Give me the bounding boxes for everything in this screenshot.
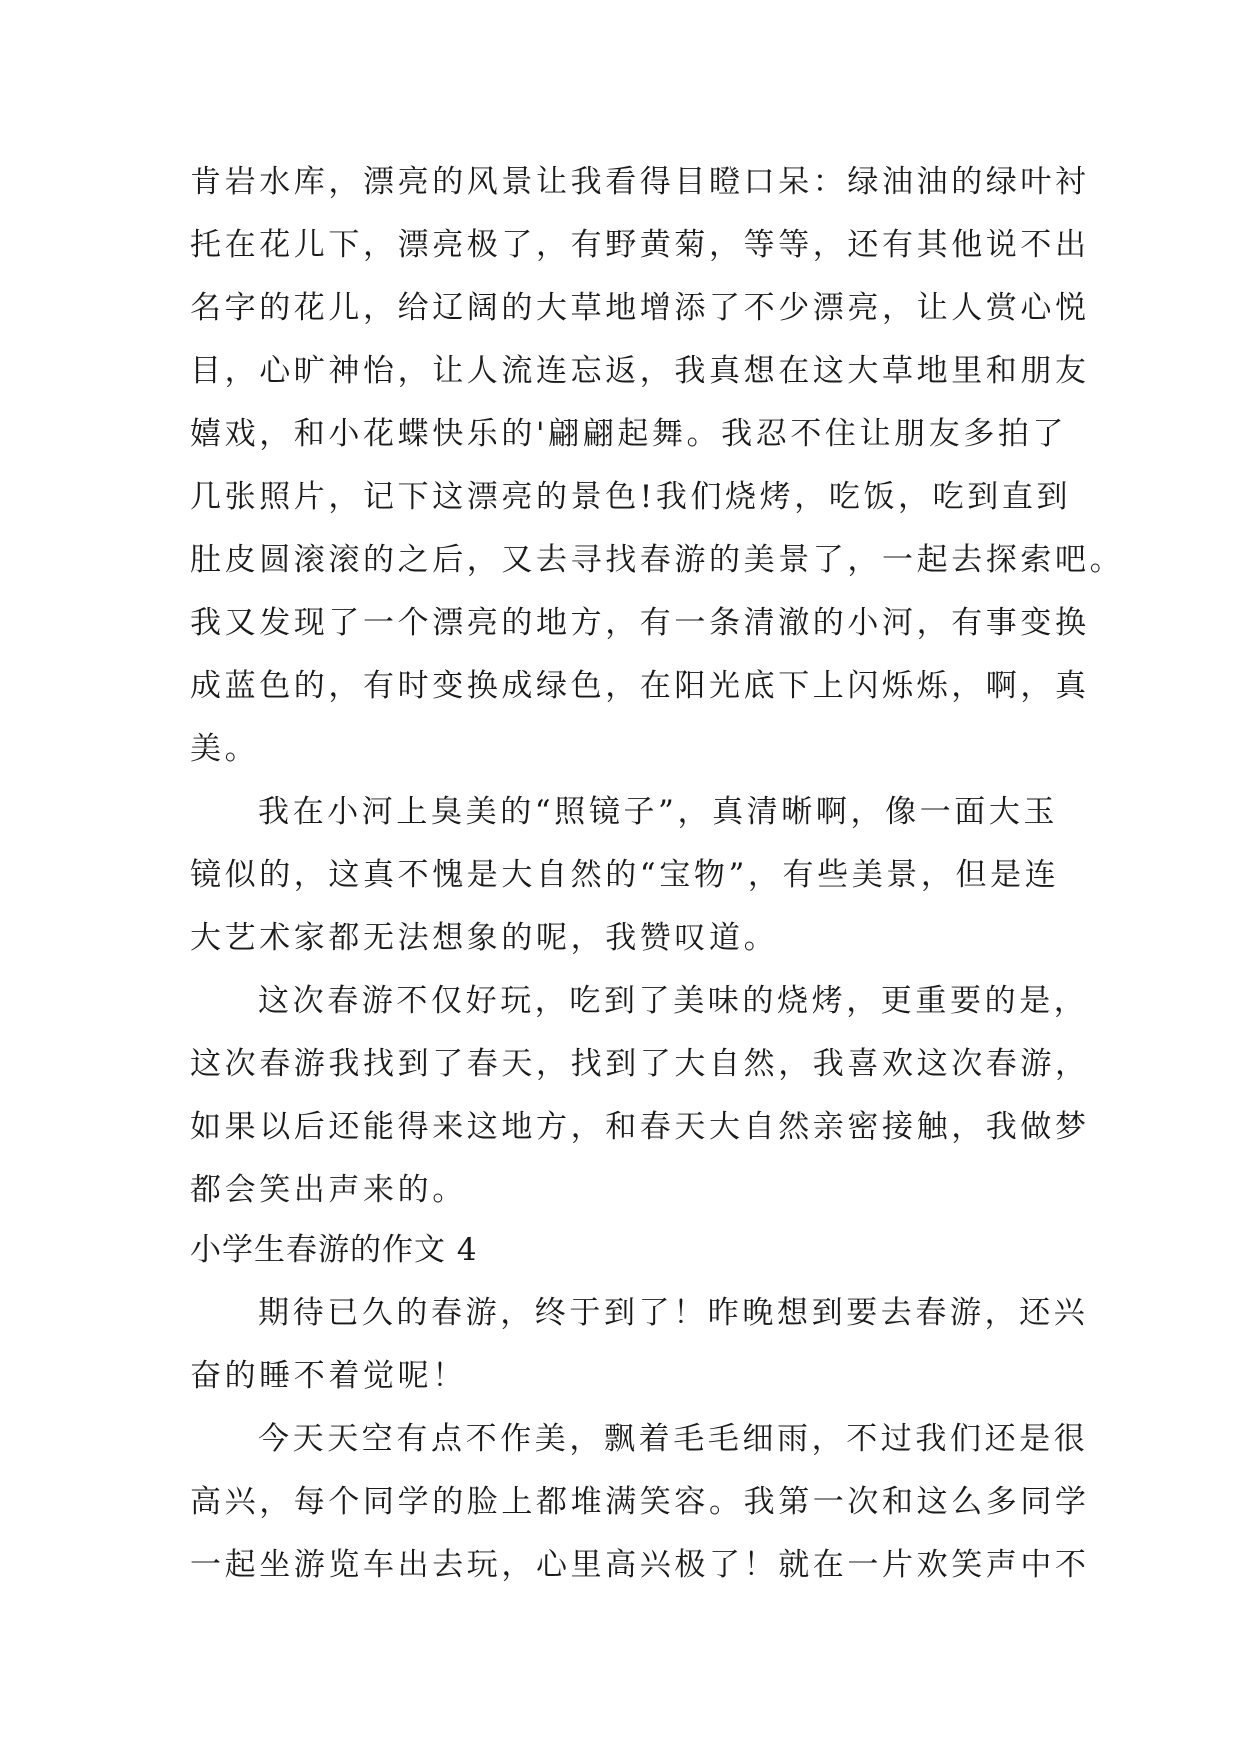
- text-line: 今天天空有点不作美，飘着毛毛细雨，不过我们还是很: [258, 1421, 1089, 1457]
- text-line: 都会笑出声来的。: [190, 1172, 467, 1208]
- text-line: 高兴，每个同学的脸上都堆满笑容。我第一次和这么多同学: [190, 1484, 1090, 1520]
- text-line: 镜似的，这真不愧是大自然的“宝物”，有些美景，但是连: [190, 857, 1060, 893]
- text-line: 肚皮圆滚滚的之后，又去寻找春游的美景了，一起去探索吧。: [190, 542, 1125, 578]
- text-line: 美。: [190, 731, 260, 767]
- text-line: 名字的花儿，给辽阔的大草地增添了不少漂亮，让人赏心悦: [190, 290, 1090, 326]
- text-line: 这次春游我找到了春天，找到了大自然，我喜欢这次春游，: [190, 1046, 1090, 1082]
- text-line: 托在花儿下，漂亮极了，有野黄菊，等等，还有其他说不出: [190, 227, 1090, 263]
- text-line: 我又发现了一个漂亮的地方，有一条清澈的小河，有事变换: [190, 605, 1090, 641]
- text-line: 如果以后还能得来这地方，和春天大自然亲密接触，我做梦: [190, 1109, 1090, 1145]
- text-line: 大艺术家都无法想象的呢，我赞叹道。: [190, 920, 779, 956]
- text-line: 期待已久的春游，终于到了！昨晚想到要去春游，还兴: [258, 1295, 1089, 1331]
- text-line: 成蓝色的，有时变换成绿色，在阳光底下上闪烁烁，啊，真: [190, 668, 1090, 704]
- text-line: 奋的睡不着觉呢！: [190, 1358, 467, 1394]
- text-line: 几张照片，记下这漂亮的景色!我们烧烤，吃饭，吃到直到: [190, 479, 1072, 515]
- text-line: 肯岩水库，漂亮的风景让我看得目瞪口呆：绿油油的绿叶衬: [190, 164, 1090, 200]
- text-line: 嬉戏，和小花蝶快乐的'翩翩起舞。我忍不住让朋友多拍了: [190, 416, 1068, 452]
- paragraph: [190, 1282, 1089, 1408]
- paragraph-continued: [190, 151, 1125, 781]
- paragraph: [190, 1408, 1090, 1597]
- text-line: 一起坐游览车出去玩，心里高兴极了！就在一片欢笑声中不: [190, 1547, 1090, 1583]
- text-line: 目，心旷神怡，让人流连忘返，我真想在这大草地里和朋友: [190, 353, 1090, 389]
- section-heading: 小学生春游的作文 4: [190, 1232, 478, 1268]
- text-line: 这次春游不仅好玩，吃到了美味的烧烤，更重要的是，: [258, 983, 1089, 1019]
- paragraph: [190, 781, 1060, 970]
- paragraph: [190, 970, 1090, 1222]
- text-line: 我在小河上臭美的“照镜子”，真清晰啊，像一面大玉: [258, 794, 1059, 830]
